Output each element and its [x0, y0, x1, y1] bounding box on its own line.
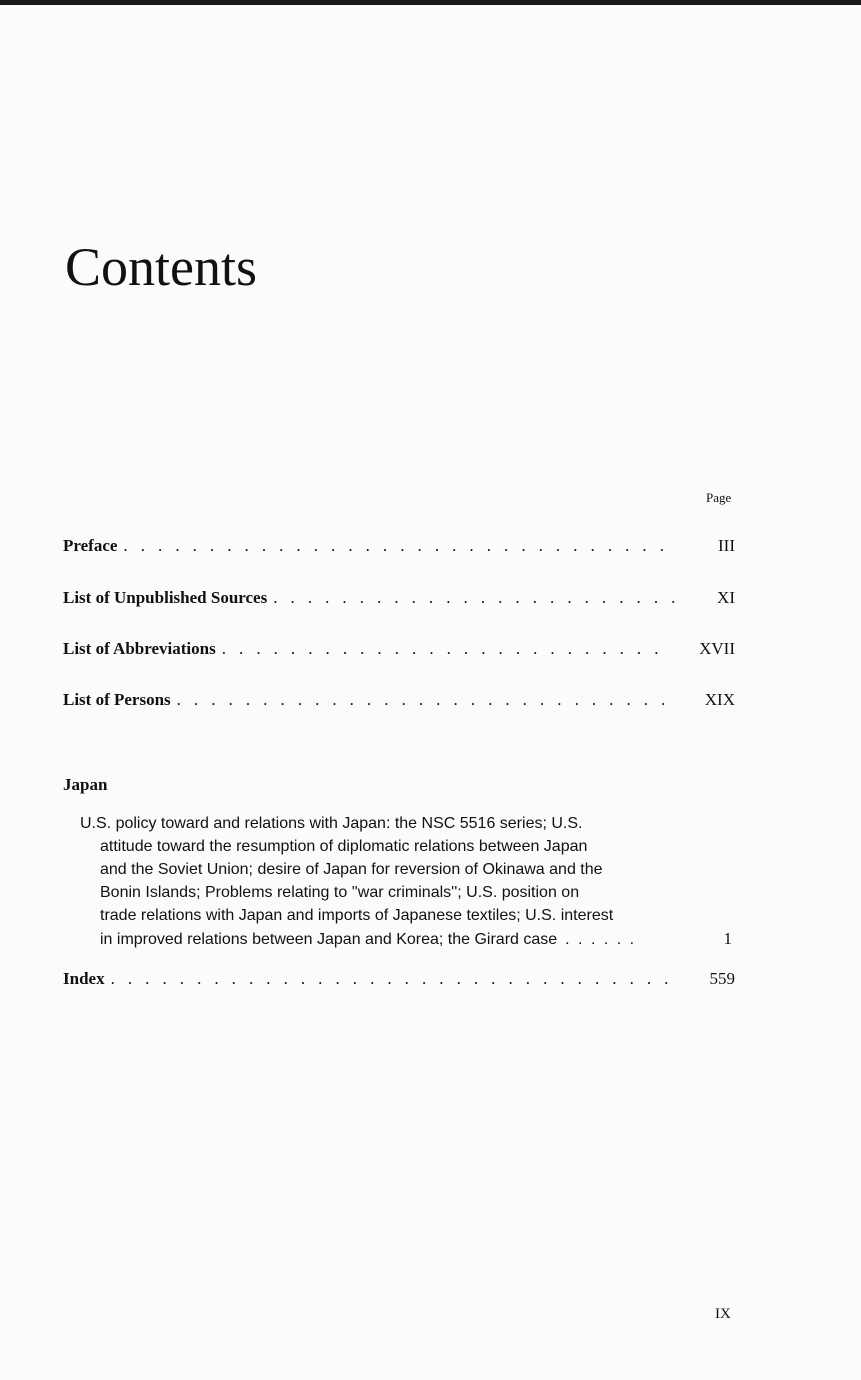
dot-leader — [123, 536, 678, 556]
entry-label: List of Persons — [63, 690, 171, 709]
section-entry-japan[interactable] — [80, 812, 740, 951]
entry-page: 559 — [709, 969, 735, 988]
entry-label: Preface — [63, 536, 118, 555]
toc-entry-index[interactable] — [63, 969, 735, 993]
top-rule — [0, 0, 861, 5]
section-heading-japan: Japan — [63, 775, 108, 794]
dot-leader — [177, 690, 665, 710]
section-line: attitude toward the resumption of diplomatic relations between Japan — [100, 838, 588, 855]
toc-entry-persons[interactable] — [63, 690, 735, 714]
section-line: in improved relations between Japan and Korea; the Girard case — [100, 931, 558, 948]
entry-page: XVII — [699, 639, 735, 658]
page-column-label: Page — [706, 490, 732, 505]
page-title: Contents — [65, 237, 258, 297]
entry-label: List of Abbreviations — [63, 639, 216, 658]
toc-entry-preface[interactable] — [63, 536, 735, 560]
dot-leader — [273, 588, 677, 608]
page-number: IX — [715, 1306, 731, 1322]
dot-leader: . . . . . . — [565, 931, 637, 948]
entry-label: Index — [63, 969, 105, 988]
dot-leader — [111, 969, 670, 989]
section-line: Bonin Islands; Problems relating to ''war criminals''; U.S. position on — [100, 884, 580, 901]
entry-label: List of Unpublished Sources — [63, 588, 268, 607]
section-page: 1 — [723, 929, 732, 948]
entry-page: III — [718, 536, 735, 555]
entry-page: XI — [717, 588, 735, 607]
dot-leader — [222, 639, 659, 659]
toc-entry-abbreviations[interactable] — [63, 639, 735, 663]
section-last-line — [80, 927, 740, 951]
section-line: and the Soviet Union; desire of Japan for reversion of Okinawa and the — [100, 861, 603, 878]
toc-entry-unpublished-sources[interactable] — [63, 588, 735, 612]
section-line: trade relations with Japan and imports of Japanese textiles; U.S. interest — [100, 907, 614, 924]
section-line: U.S. policy toward and relations with Japan: the NSC 5516 series; U.S. — [80, 815, 583, 832]
entry-page: XIX — [704, 690, 735, 709]
